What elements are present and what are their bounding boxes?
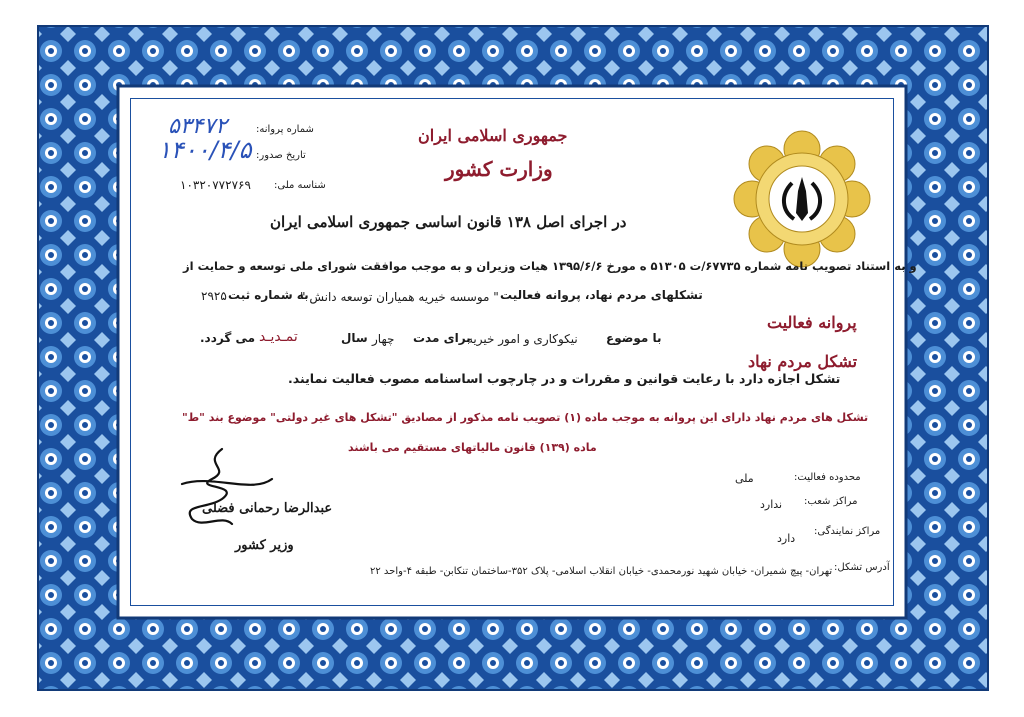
license-no-value: ۵۳۴۷۲ [168, 114, 228, 139]
body-line-6: تشکل های مردم نهاد دارای این پروانه به موجب ماده (۱) تصویب نامه مذکور از مصادیق "تشکل های غیر دولتی" موضوع بند "ط" [182, 411, 869, 424]
body-line-4-b: برای مدت [413, 331, 471, 345]
signature-icon [162, 444, 282, 534]
body-line-3-a: تشکلهای مردم نهاد، پروانه فعالیت [500, 288, 703, 302]
signatory-name: عبدالرضا رحمانی فضلی [202, 501, 333, 516]
organization-name: " موسسه خیریه همیاران توسعه دانش " [300, 290, 499, 304]
address-label: آدرس تشکل: [834, 562, 890, 573]
signatory-title: وزیر کشور [235, 538, 294, 553]
license-no-label: شماره پروانه: [256, 124, 314, 135]
duration-value: چهار [372, 332, 395, 346]
rep-label: مراکز نمایندگی: [814, 526, 881, 537]
license-title: پروانه فعالیت [767, 313, 857, 332]
subject-value: نیکوکاری و امور خیریه [467, 332, 578, 346]
country-title: جمهوری اسلامی ایران [418, 126, 568, 145]
scope-value: ملی [735, 472, 754, 485]
ministry-title: وزارت کشور [445, 157, 553, 181]
body-line-4-a: با موضوع [606, 331, 662, 345]
renew-stamp: تمـدیـد [259, 329, 298, 345]
body-line-4-d: می گردد. [200, 331, 256, 345]
branch-value: ندارد [760, 498, 783, 511]
address-value: تهران- پیچ شمیران- خیابان شهید نورمحمدی- خیابان انقلاب اسلامی- پلاک ۳۵۲-ساختمان تنکابن- طبقه ۴-واحد ۲۲ [370, 566, 833, 577]
body-line-3-b: به شماره ثبت [228, 288, 309, 302]
license-subtitle: تشکل مردم نهاد [748, 352, 858, 371]
body-line-7: ماده (۱۳۹) قانون مالیاتهای مستقیم می باشند [348, 441, 597, 454]
body-line-2: و به استناد تصویب نامه شماره ۶۷۷۳۵/ت ۵۱۳۰۵ ه مورخ ۱۳۹۵/۶/۶ هیات وزیران و به موجب موافقت شورای ملی توسعه و حمایت از [183, 259, 917, 273]
scope-label: محدوده فعالیت: [794, 472, 861, 483]
registration-number: ۲۹۲۵۰ [201, 289, 234, 303]
iran-emblem-icon [732, 129, 872, 269]
issue-date-value: ۱۴۰۰/۴/۵ [158, 136, 252, 164]
national-id-value: ۱۰۳۲۰۷۷۲۷۶۹ [180, 178, 251, 192]
issue-date-label: تاریخ صدور: [256, 150, 306, 161]
rep-value: دارد [777, 532, 796, 545]
body-line-1: در اجرای اصل ۱۳۸ قانون اساسی جمهوری اسلامی ایران [270, 213, 627, 231]
national-id-label: شناسه ملی: [274, 180, 326, 191]
branch-label: مراکز شعب: [804, 496, 858, 507]
body-line-5: تشکل اجازه دارد با رعایت قوانین و مقررات و در چارچوب اساسنامه مصوب فعالیت نمایند. [288, 371, 841, 386]
body-line-4-c: سال [341, 331, 368, 345]
